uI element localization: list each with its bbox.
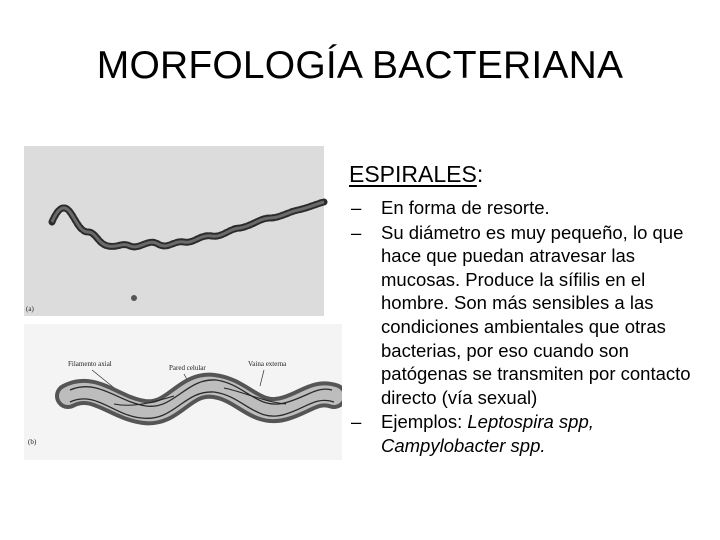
bullet-dash: – — [351, 411, 362, 433]
section-heading-colon: : — [476, 161, 484, 187]
list-item — [349, 221, 711, 410]
spirochete-figure — [24, 146, 342, 460]
bullet-text: Su diámetro es muy pequeño, lo que hace que puedan atravesar las mucosas. Produce la sífilis en el hombre. Son más sensibles a las condiciones ambientales que otras bacterias, por eso cuando son patógenas se transmiten por contacto directo (vía sexual) — [381, 221, 691, 408]
callout-outer-sheath: Vaina externa — [248, 360, 287, 368]
bullet-text-italic: Leptospira spp, Campylobacter spp. — [381, 411, 594, 456]
figure-label-a: (a) — [26, 305, 34, 313]
figure-label-b: (b) — [28, 438, 37, 446]
bullet-dash: – — [351, 221, 362, 243]
bullet-list — [349, 196, 711, 458]
callout-axial-filament: Filamento axial — [68, 360, 112, 368]
micrograph-panel — [24, 146, 324, 316]
bullet-text: En forma de resorte. — [381, 197, 550, 218]
bullet-text-prefix: Ejemplos: — [381, 411, 468, 433]
list-item — [349, 410, 711, 457]
slide-title: MORFOLOGÍA BACTERIANA — [96, 44, 624, 87]
section-heading — [349, 158, 711, 190]
callout-cell-wall: Pared celular — [169, 364, 206, 372]
section-heading-text: ESPIRALES — [349, 161, 477, 187]
list-item — [349, 196, 711, 220]
bullet-dash: – — [351, 197, 362, 218]
slide-content — [349, 158, 711, 459]
